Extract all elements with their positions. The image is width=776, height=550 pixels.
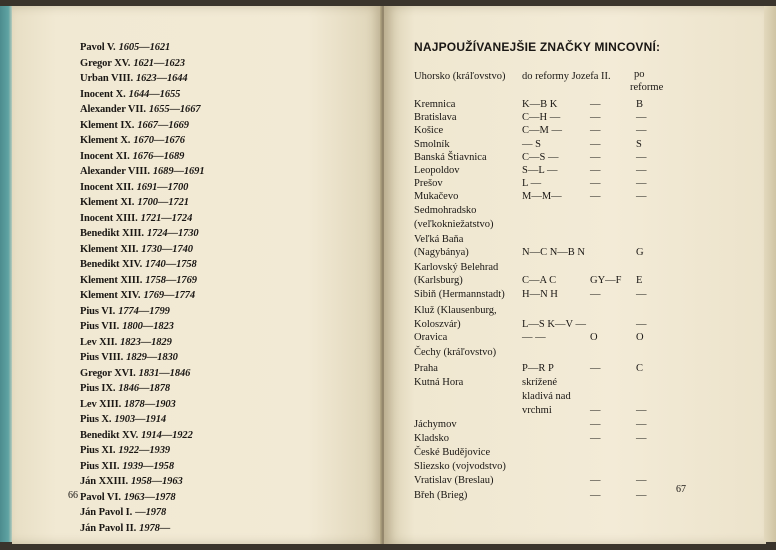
pope-name: Ján Pavol II. <box>80 522 137 534</box>
mint-name: Kremnica <box>414 99 456 110</box>
mint-mark-after-reform: — <box>636 165 647 176</box>
pope-list <box>80 40 204 536</box>
mint-mark-josephine: — <box>590 363 601 374</box>
pope-years: 1691—1700 <box>136 181 189 193</box>
mint-name: Banská Štiavnica <box>414 152 487 163</box>
pope-years: 1774—1799 <box>118 305 170 317</box>
mint-mark-josephine: — <box>590 433 601 444</box>
pope-years: 1903—1914 <box>114 414 166 425</box>
mint-mark: — S <box>522 139 541 150</box>
pope-row <box>80 56 204 72</box>
mint-mark-after-reform: O <box>636 332 644 343</box>
pope-years: 1623—1644 <box>135 73 188 84</box>
pope-name: Klement XIII. <box>80 274 143 286</box>
pope-row <box>80 505 204 521</box>
mint-name: Břeh (Brieg) <box>414 490 468 501</box>
pope-row <box>80 428 204 444</box>
pope-name: Alexander VIII. <box>80 166 150 177</box>
mint-mark: C—H — <box>522 112 561 123</box>
pope-row <box>80 366 204 382</box>
page-number-left: 66 <box>68 490 78 501</box>
mint-mark-after-reform: — <box>636 289 647 300</box>
pope-row <box>80 102 204 118</box>
page-heading: NAJPOUŽÍVANEJŠIE ZNAČKY MINCOVNÍ: <box>414 40 661 54</box>
pope-row <box>80 133 204 149</box>
pope-years: 1922—1939 <box>118 445 170 456</box>
mint-name: Smolník <box>414 139 450 150</box>
mint-name: Prešov <box>414 178 443 189</box>
pope-name: Inocent XIII. <box>80 212 138 224</box>
mint-mark-josephine: — <box>590 99 601 110</box>
pope-years: 1769—1774 <box>143 290 196 301</box>
mint-mark-josephine: — <box>590 152 601 163</box>
pope-row <box>80 164 204 180</box>
pope-years: —1978 <box>135 507 167 518</box>
pope-row <box>80 521 204 537</box>
pope-years: 1689—1691 <box>152 166 205 177</box>
pope-years: 1740—1758 <box>145 259 197 270</box>
mint-mark: N—C N—B N <box>522 247 586 258</box>
pope-row <box>80 381 204 397</box>
pope-years: 1676—1689 <box>132 150 185 162</box>
mint-mark-josephine: GY—F <box>590 275 622 286</box>
mint-mark-josephine: — <box>590 191 601 202</box>
pope-row <box>80 87 204 103</box>
pope-years: 1846—1878 <box>118 383 170 394</box>
pope-years: 1721—1724 <box>140 212 193 224</box>
mint-mark: M—M— <box>522 191 562 202</box>
mint-name: Jáchymov <box>414 419 457 430</box>
pope-years: 1621—1623 <box>133 57 185 69</box>
pope-row <box>80 273 204 289</box>
pope-name: Benedikt XIII. <box>80 228 144 239</box>
pope-name: Pius XI. <box>80 445 116 456</box>
column-header-after-reform-1: po <box>634 69 645 80</box>
pope-name: Gregor XVI. <box>80 367 136 379</box>
mint-mark-after-reform: — <box>636 319 647 330</box>
pope-row <box>80 195 204 211</box>
mint-mark: P—R P <box>522 363 554 374</box>
mint-name: Koloszvár) <box>414 319 461 330</box>
pope-name: Inocent XII. <box>80 181 134 193</box>
mint-mark-after-reform: C <box>636 363 644 374</box>
mint-name: Karlovský Belehrad <box>414 262 499 273</box>
pope-row <box>80 71 204 87</box>
mint-name: Praha <box>414 363 438 374</box>
pope-years: 1823—1829 <box>120 336 172 348</box>
pope-name: Klement XIV. <box>80 290 141 301</box>
mint-mark-after-reform: — <box>636 178 647 189</box>
mint-mark: kladivá nad <box>522 391 571 402</box>
mint-name: Leopoldov <box>414 165 460 176</box>
pope-row <box>80 118 204 134</box>
pope-name: Inocent X. <box>80 88 126 100</box>
pope-years: 1655—1667 <box>148 104 201 115</box>
pope-name: Pius VIII. <box>80 352 124 363</box>
mint-mark-josephine: — <box>590 475 601 486</box>
pope-years: 1829—1830 <box>126 352 178 363</box>
mint-name: Oravica <box>414 332 448 343</box>
mint-name: Sibiň (Hermannstadt) <box>414 289 505 300</box>
pope-row <box>80 149 204 165</box>
pope-name: Pius VI. <box>80 305 116 317</box>
pope-row <box>80 40 204 56</box>
pope-years: 1605—1621 <box>118 42 171 53</box>
mint-name: Sliezsko (vojvodstvo) <box>414 461 506 472</box>
mint-name: Bratislava <box>414 112 457 123</box>
pope-years: 1978— <box>139 522 171 534</box>
mint-name: (veľkokniežatstvo) <box>414 219 494 230</box>
mint-mark: C—S — <box>522 152 559 163</box>
column-header-after-reform-2: reforme <box>630 82 664 93</box>
pope-years: 1730—1740 <box>141 243 193 255</box>
pope-row <box>80 211 204 227</box>
pope-name: Benedikt XV. <box>80 429 139 441</box>
mint-name: Čechy (kráľovstvo) <box>414 347 497 358</box>
mint-mark-after-reform: — <box>636 112 647 123</box>
mint-name: Košice <box>414 125 444 136</box>
pope-years: 1831—1846 <box>138 367 191 379</box>
pope-years: 1724—1730 <box>146 228 199 239</box>
mint-mark-after-reform: — <box>636 405 647 416</box>
mint-mark-josephine: — <box>590 178 601 189</box>
pope-years: 1644—1655 <box>128 88 181 100</box>
pope-row <box>80 319 204 335</box>
pope-name: Pius X. <box>80 414 112 425</box>
mint-mark-josephine: O <box>590 332 598 343</box>
pope-years: 1939—1958 <box>122 460 174 472</box>
mint-name: Kladsko <box>414 433 449 444</box>
mint-mark-josephine: — <box>590 139 601 150</box>
pope-row <box>80 335 204 351</box>
pope-name: Benedikt XIV. <box>80 259 143 270</box>
pope-years: 1958—1963 <box>131 476 183 487</box>
mint-mark-after-reform: S <box>636 139 642 150</box>
mint-mark-josephine: — <box>590 165 601 176</box>
mint-mark: vrchmi <box>522 405 552 416</box>
pope-name: Urban VIII. <box>80 73 133 84</box>
pope-name: Gregor XV. <box>80 57 131 69</box>
mint-mark-after-reform: — <box>636 490 647 501</box>
pope-row <box>80 226 204 242</box>
mint-mark-josephine: — <box>590 419 601 430</box>
mint-mark-josephine: — <box>590 405 601 416</box>
mint-name: Mukačevo <box>414 191 459 202</box>
pope-years: 1963—1978 <box>123 491 176 503</box>
mint-name: (Nagybánya) <box>414 247 469 258</box>
mint-mark: skrížené <box>522 377 557 388</box>
pope-name: Pavol V. <box>80 42 116 53</box>
pope-name: Ján Pavol I. <box>80 507 133 518</box>
pope-name: Ján XXIII. <box>80 476 129 487</box>
pope-row <box>80 350 204 366</box>
pope-name: Klement XII. <box>80 243 139 255</box>
mint-mark: S—L — <box>522 165 558 176</box>
mint-mark-after-reform: G <box>636 247 644 258</box>
column-header-before-reform: do reformy Jozefa II. <box>522 71 611 82</box>
pope-row <box>80 304 204 320</box>
mint-mark: — — <box>522 332 546 343</box>
column-header-region: Uhorsko (kráľovstvo) <box>414 71 506 82</box>
mint-mark-after-reform: — <box>636 125 647 136</box>
mint-mark: K—B K <box>522 99 558 110</box>
mint-mark-josephine: — <box>590 112 601 123</box>
pope-row <box>80 474 204 490</box>
mint-mark-after-reform: — <box>636 475 647 486</box>
mint-name: Kutná Hora <box>414 377 464 388</box>
mint-name: Kluž (Klausenburg, <box>414 305 497 316</box>
mint-mark: C—A C <box>522 275 557 286</box>
mint-name: Vratislav (Breslau) <box>414 475 494 486</box>
pope-name: Klement XI. <box>80 197 135 208</box>
page-edges <box>764 6 776 542</box>
pope-name: Pavol VI. <box>80 491 121 503</box>
mint-name: České Budějovice <box>414 447 491 458</box>
pope-row <box>80 180 204 196</box>
mint-name: Veľká Baňa <box>414 234 464 245</box>
pope-name: Lev XII. <box>80 336 118 348</box>
pope-row <box>80 257 204 273</box>
pope-years: 1914—1922 <box>141 429 193 441</box>
pope-years: 1758—1769 <box>145 274 197 286</box>
pope-years: 1700—1721 <box>137 197 189 208</box>
mint-mark-josephine: — <box>590 289 601 300</box>
pope-years: 1878—1903 <box>124 398 176 410</box>
pope-row <box>80 490 204 506</box>
mint-mark-josephine: — <box>590 125 601 136</box>
pope-row <box>80 443 204 459</box>
mint-mark-after-reform: B <box>636 99 644 110</box>
pope-row <box>80 242 204 258</box>
mint-name: (Karlsburg) <box>414 275 463 286</box>
pope-name: Alexander VII. <box>80 104 146 115</box>
mint-mark-after-reform: — <box>636 433 647 444</box>
mint-mark: L — <box>522 178 542 189</box>
mint-mark: C—M — <box>522 125 562 136</box>
mint-mark-after-reform: — <box>636 191 647 202</box>
pope-name: Pius XII. <box>80 460 120 472</box>
pope-years: 1800—1823 <box>122 321 174 332</box>
pope-years: 1667—1669 <box>137 119 189 131</box>
pope-years: 1670—1676 <box>133 135 185 146</box>
mint-mark: H—N H <box>522 289 558 300</box>
mint-mark-josephine: — <box>590 490 601 501</box>
mint-mark: L—S K—V — <box>522 319 586 330</box>
pope-name: Klement IX. <box>80 119 135 131</box>
mint-mark-after-reform: E <box>636 275 643 286</box>
pope-name: Inocent XI. <box>80 150 130 162</box>
pope-name: Lev XIII. <box>80 398 122 410</box>
pope-row <box>80 459 204 475</box>
pope-name: Pius VII. <box>80 321 120 332</box>
pope-row <box>80 397 204 413</box>
mint-mark-after-reform: — <box>636 152 647 163</box>
pope-name: Pius IX. <box>80 383 116 394</box>
mint-mark-after-reform: — <box>636 419 647 430</box>
page-number-right: 67 <box>676 484 686 495</box>
mint-name: Sedmohradsko <box>414 205 477 216</box>
pope-row <box>80 288 204 304</box>
pope-name: Klement X. <box>80 135 131 146</box>
pope-row <box>80 412 204 428</box>
